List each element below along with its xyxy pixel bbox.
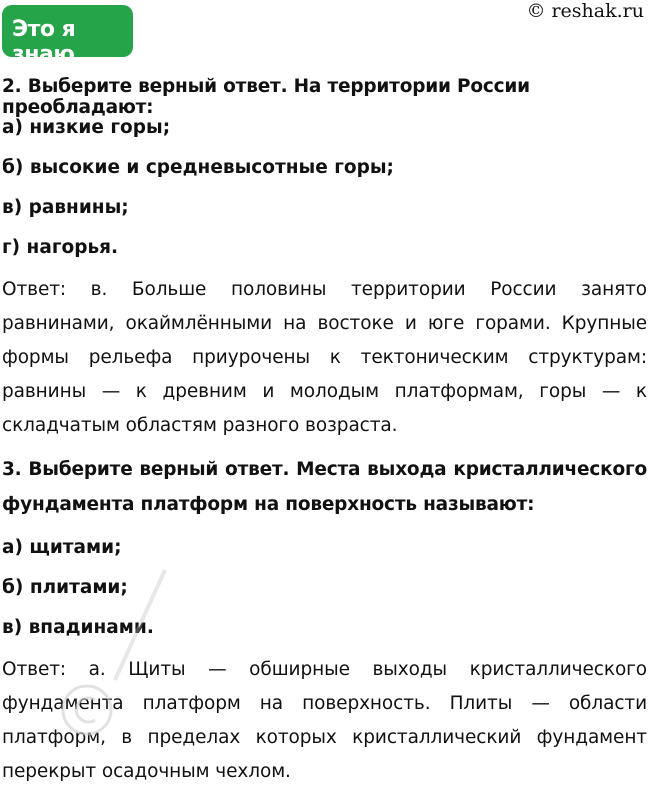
question-3: 3. Выберите верный ответ. Места выхода кристаллического фундамента платформ на поверхность называют: [2, 459, 647, 515]
question-3-option-b: б) плитами; [2, 577, 128, 598]
question-2-answer: Ответ: в. Больше половины территории России занято равнинами, окаймлёнными на востоке и юге горами. Крупные формы рельефа приурочены к тектоническим структурам: равнины — к древним и молодым платформам, горы — к складчатым областям разного возраста. [2, 279, 647, 436]
question-2-option-c: в) равнины; [2, 197, 129, 218]
section-badge [2, 5, 133, 67]
question-2-option-d: г) нагорья. [2, 237, 119, 258]
question-2: 2. Выберите верный ответ. На территории России преобладают: [2, 76, 530, 118]
copyright-text: © reshak.ru [526, 0, 644, 22]
question-3-answer: Ответ: а. Щиты — обширные выходы кристаллического фундамента платформ на поверхность. Плиты — области платформ, в пределах которых кристаллический фундамент перекрыт осадочным чехлом. [2, 659, 647, 782]
question-3-option-c: в) впадинами. [2, 617, 154, 638]
question-2-option-a: а) низкие горы; [2, 117, 171, 138]
question-3-option-a: а) щитами; [2, 537, 122, 558]
section-badge-label: Это я знаю [12, 17, 76, 67]
question-2-option-b: б) высокие и средневысотные горы; [2, 157, 394, 178]
